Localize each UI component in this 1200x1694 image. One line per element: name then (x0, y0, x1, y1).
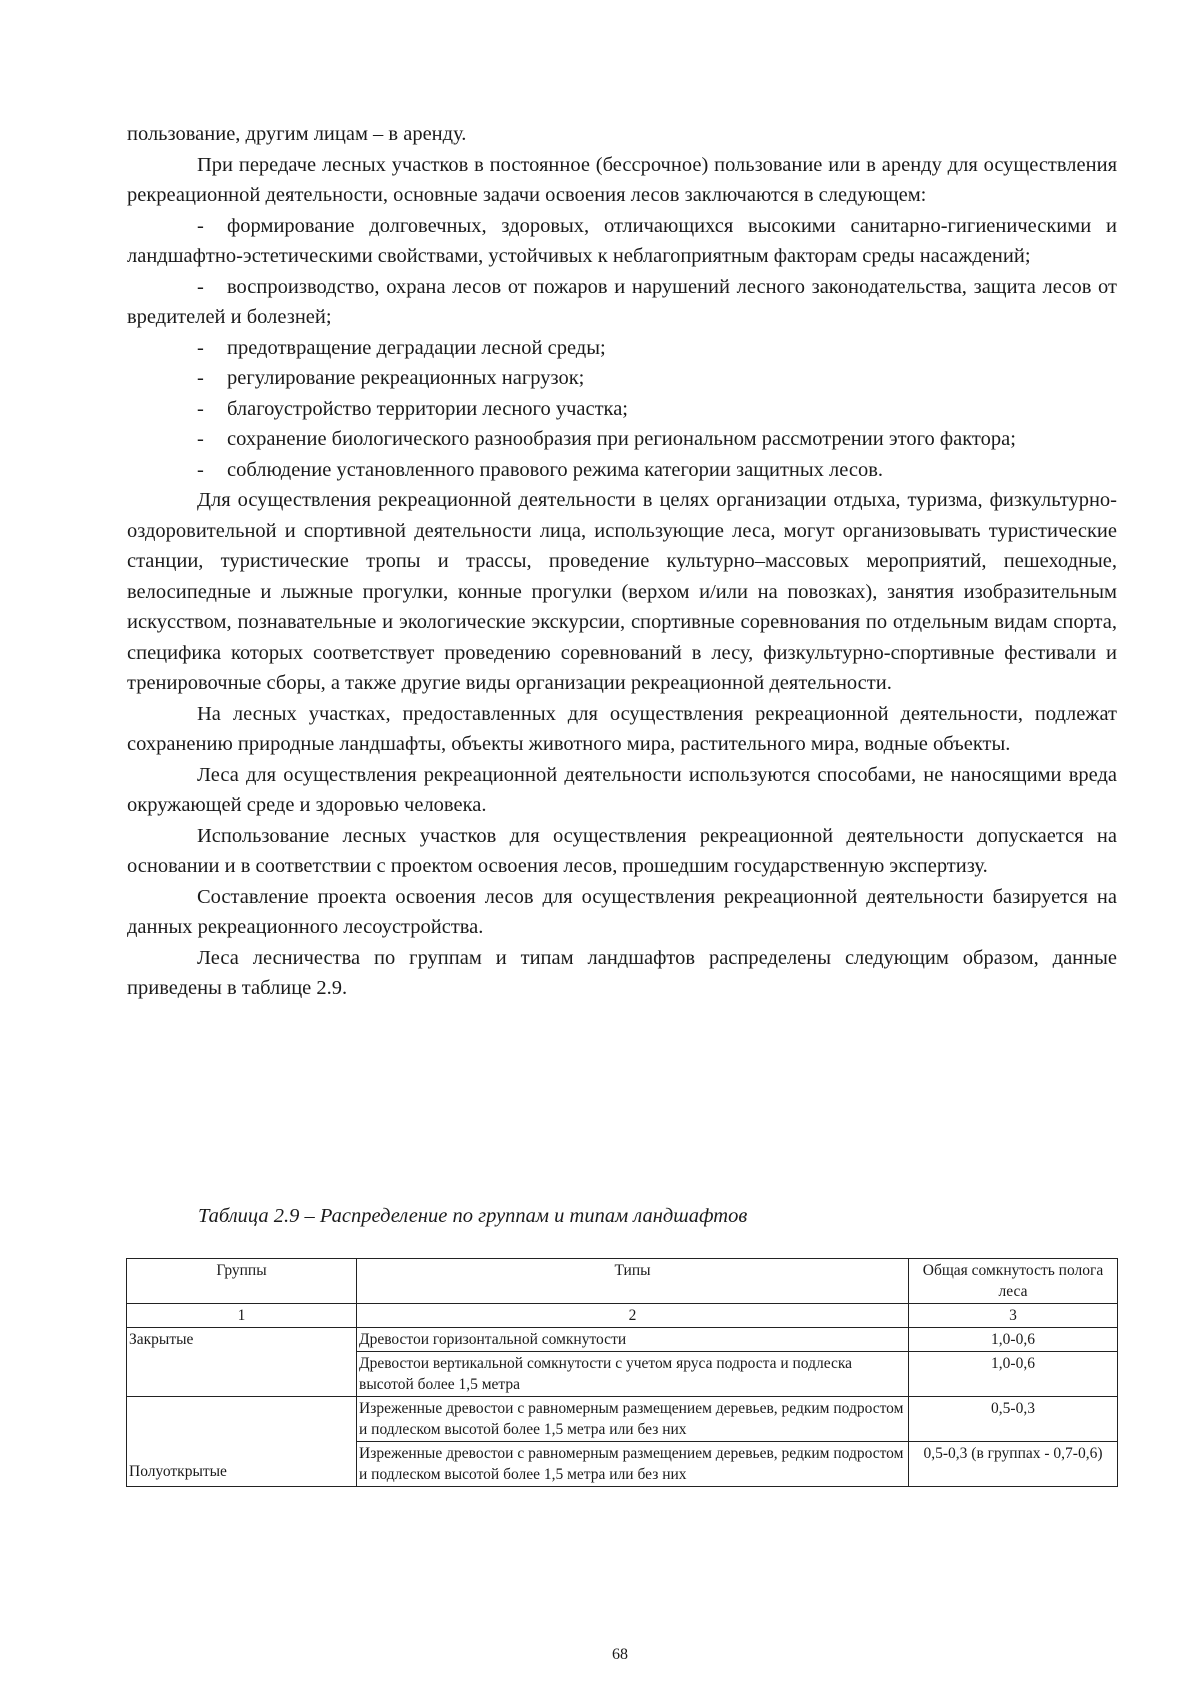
cell-group (127, 1397, 357, 1487)
paragraph: Леса лесничества по группам и типам ландшафтов распределены следующим образом, данные приведены в таблице 2.9. (127, 946, 1117, 999)
header-groups: Группы (127, 1259, 357, 1304)
bullet-dash: - (197, 397, 204, 420)
paragraph: Леса для осуществления рекреационной деятельности используются способами, не наносящими вреда окружающей среде и здоровью человека. (127, 763, 1117, 816)
cell-closure: 0,5-0,3 (в группах - 0,7-0,6) (909, 1442, 1118, 1487)
paragraph: Для осуществления рекреационной деятельности в целях организации отдыха, туризма, физкультурно-оздоровительной и спортивной деятельности лица, использующие леса, могут организовывать туристические станции, туристические тропы и трассы, проведение культурно–массовых мероприятий, пешеходные, велосипедные и лыжные прогулки, конные прогулки (верхом и/или на повозках), занятия изобразительным искусством, познавательные и экологические экскурсии, спортивные соревнования по отдельным видам спорта, специфика которых соответствует проведению соревнований в лесу, физкультурно-спортивные фестивали и тренировочные сборы, а также другие виды организации рекреационной деятельности. (127, 489, 1117, 694)
bullet-item (127, 424, 1117, 455)
header-closure: Общая сомкнутость полога леса (909, 1259, 1118, 1304)
bullet-dash: - (197, 336, 204, 359)
cell-closure: 1,0-0,6 (909, 1328, 1118, 1352)
column-number: 2 (357, 1304, 909, 1328)
table-row (127, 1397, 1118, 1442)
table-header-row (127, 1259, 1118, 1304)
cell-closure: 1,0-0,6 (909, 1352, 1118, 1397)
bullet-dash: - (197, 275, 204, 298)
bullet-item (127, 363, 1117, 394)
bullet-dash: - (197, 367, 204, 389)
paragraph: На лесных участках, предоставленных для осуществления рекреационной деятельности, подлежат сохранению природные ландшафты, объекты животного мира, растительного мира, водные объекты. (127, 702, 1117, 755)
table-caption: Таблица 2.9 – Распределение по группам и типам ландшафтов (198, 1205, 748, 1227)
body-text (127, 119, 1117, 1004)
bullet-text: сохранение биологического разнообразия при региональном рассмотрении этого фактора; (227, 428, 1016, 450)
bullet-dash: - (197, 214, 204, 237)
bullet-text: формирование долговечных, здоровых, отличающихся высокими санитарно-гигиеническими и ландшафтно-эстетическими свойствами, устойчивых к неблагоприятным факторам среды насаждений; (127, 214, 1117, 267)
page-number: 68 (612, 1646, 628, 1663)
cell-type: Древостои вертикальной сомкнутости с учетом яруса подроста и подлеска высотой более 1,5 метра (357, 1352, 909, 1397)
paragraph: При передаче лесных участков в постоянное (бессрочное) пользование или в аренду для осуществления рекреационной деятельности, основные задачи освоения лесов заключаются в следующем: (127, 153, 1117, 206)
cell-group-label: Полуоткрытые (129, 1463, 227, 1480)
paragraph: пользование, другим лицам – в аренду. (127, 123, 467, 145)
header-types: Типы (357, 1259, 909, 1304)
bullet-text: благоустройство территории лесного участка; (227, 397, 628, 420)
bullet-item (127, 333, 1117, 364)
bullet-text: предотвращение деградации лесной среды; (227, 336, 606, 359)
bullet-item (127, 211, 1117, 272)
bullet-dash: - (197, 428, 204, 450)
cell-type: Древостои горизонтальной сомкнутости (357, 1328, 909, 1352)
bullet-item (127, 394, 1117, 425)
bullet-dash: - (197, 458, 204, 481)
paragraph: Составление проекта освоения лесов для осуществления рекреационной деятельности базируется на данных рекреационного лесоустройства. (127, 885, 1117, 938)
cell-group: Закрытые (127, 1328, 357, 1397)
landscape-table (126, 1258, 1118, 1487)
bullet-item (127, 272, 1117, 333)
bullet-text: регулирование рекреационных нагрузок; (227, 367, 585, 389)
column-number: 1 (127, 1304, 357, 1328)
paragraph: Использование лесных участков для осуществления рекреационной деятельности допускается на основании и в соответствии с проектом освоения лесов, прошедшим государственную экспертизу. (127, 824, 1117, 877)
bullet-text: соблюдение установленного правового режима категории защитных лесов. (227, 458, 884, 481)
bullet-item (127, 455, 1117, 486)
table-number-row (127, 1304, 1118, 1328)
table-row (127, 1328, 1118, 1352)
cell-closure: 0,5-0,3 (909, 1397, 1118, 1442)
cell-type: Изреженные древостои с равномерным размещением деревьев, редким подростом и подлеском высотой более 1,5 метра или без них (357, 1442, 909, 1487)
bullet-text: воспроизводство, охрана лесов от пожаров и нарушений лесного законодательства, защита лесов от вредителей и болезней; (127, 275, 1117, 328)
cell-type: Изреженные древостои с равномерным размещением деревьев, редким подростом и подлеском высотой более 1,5 метра или без них (357, 1397, 909, 1442)
column-number: 3 (909, 1304, 1118, 1328)
